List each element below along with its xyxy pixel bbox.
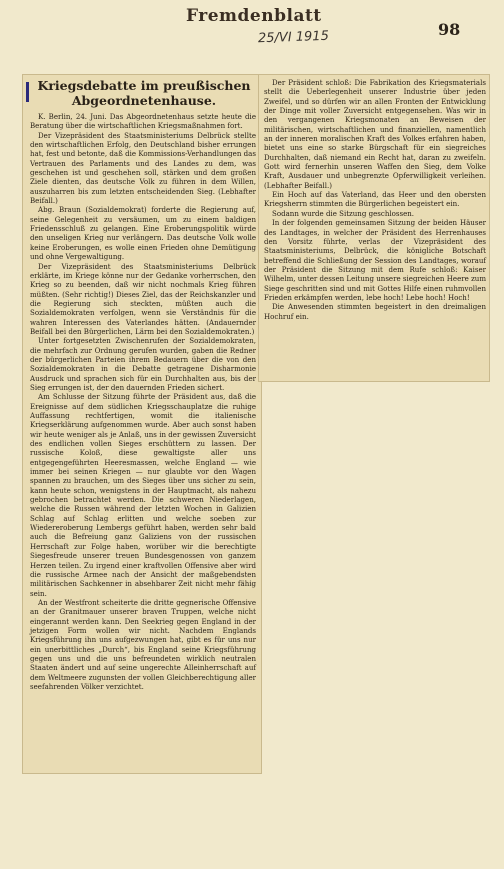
paragraph: In der folgenden gemeinsamen Sitzung der beiden Häuser des Landtages, in welcher der Präsident des Herrenhauses den Vorsitz führte, verlas der Vizepräsident des Staatsministeriums, Delbrück, die königliche Botschaft betreffend die Schließung der Session des Landtages, worauf der Präsident die Sitzung mit dem Rufe schloß: Kaiser Wilhelm, unter dessen Leitung unsere siegreichen Heere zum Siege geschritten sind und mit Gottes Hilfe einen ruhmvollen Frieden erkämpfen werden, lebe hoch! Lebe hoch! Hoch!	[264, 218, 486, 302]
page-number: 98	[438, 20, 461, 39]
paragraph: Am Schlusse der Sitzung führte der Präsident aus, daß die Ereignisse auf dem südlichen Kriegsschauplatze die ruhige Auffassung rechtfertigen, womit die italienische Kriegserklärung aufgenommen wurde. Aber auch sonst haben wir heute weniger als je Anlaß, uns in der gewissen Zuversicht des endlichen vollen Sieges erschüttern zu lassen. Der russische Koloß, diese gewaltigste aller uns entgegengeführten Heeresmassen, welche England — wie immer bei seinen Kriegen — nur glaubte vor den Wagen spannen zu brauchen, um des Sieges über uns sicher zu sein, kann heute schon, wenigstens in der Hauptmacht, als nahezu gebrochen betrachtet werden. Die schweren Niederlagen, welche die Russen während der letzten Wochen in Galizien Schlag auf Schlag erlitten und welche soeben zur Wiedereroberung Lembergs geführt haben, werden sehr bald auch die Befreiung ganz Galiziens von der russischen Herrschaft zur Folge haben, worüber wir die berechtigte Siegesfreude unserer treuen Bundesgenossen von ganzem Herzen teilen. Zu irgend einer kraftvollen Offensive aber wird die russische Armee nach der Ansicht der maßgebendsten militärischen Sachkenner in absehbarer Zeit nicht mehr fähig sein.	[30, 392, 256, 598]
article-body-left	[30, 112, 256, 691]
article-clipping-left	[22, 74, 262, 774]
paragraph: Sodann wurde die Sitzung geschlossen.	[272, 208, 415, 218]
paragraph: Der Vizepräsident des Staatsministeriums Delbrück stellte den wirtschaftlichen Erfolg, den Deutschland bisher errungen hat, fest und betonte, daß die Kommissions-Verhandlungen das Vertrauen des Parlaments und des Landes zu dem, was geschehen ist und geschehen soll, stärken und dem großen Ziele dienten, das deutsche Volk zu führen in dem Willen, auszuharren bis zum letzten entscheidenden Sieg. (Lebhafter Beifall.)	[30, 130, 256, 206]
paragraph: Unter fortgesetzten Zwischenrufen der Sozialdemokraten, die mehrfach zur Ordnung gerufen wurden, gaben die Redner der bürgerlichen Parteien ihrem Bedauern über die von den Sozialdemokraten in die Debatte getragene Disharmonie Ausdruck und sprachen sich für ein Durchhalten aus, bis der Sieg errungen ist, der den dauernden Frieden sichert.	[30, 336, 256, 392]
paragraph: Der Präsident schloß: Die Fabrikation des Kriegsmaterials stellt die Ueberlegenheit unserer Industrie über jeden Zweifel, und so dürfen wir an allen Fronten der Entwicklung der Dinge mit voller Zuversicht entgegensehen. Was wir in den vergangenen Kriegsmonaten an Beweisen der militärischen, wirtschaftlichen und finanziellen, namentlich an der inneren moralischen Kraft des Volkes erfahren haben, bietet uns eine so starke Bürgschaft für ein siegreiches Durchhalten, daß niemand ein Recht hat, daran zu zweifeln. Gott wird fernerhin unseren Waffen den Sieg, dem Volke Kraft, Ausdauer und unbegrenzte Opferwilligkeit verleihen. (Lebhafter Beifall.)	[264, 78, 486, 190]
article-headline: Kriegsdebatte im preußischen Abgeordnetenhause.	[37, 78, 251, 108]
newspaper-masthead: Fremdenblatt	[186, 6, 322, 26]
paragraph: An der Westfront scheiterte die dritte gegnerische Offensive an der Granitmauer unserer braven Truppen, welche nicht eingerannt werden kann. Den Seekrieg gegen England in der jetzigen Form wollen wir nicht. Nachdem Englands Kriegsführung ihn uns aufgezwungen hat, gibt es für uns nur ein unerbittliches „Durch“, bis England seine Kriegsführung gegen uns und die uns befreundeten wirklich neutralen Staaten ändert und auf seine ungerechte Alleinherrschaft auf dem Weltmeere zugunsten der vollen Gleichberechtigung aller seefahrenden Völker verzichtet.	[30, 597, 256, 691]
article-clipping-right	[258, 74, 490, 382]
paragraph: Die Anwesenden stimmten begeistert in den dreimaligen Hochruf ein.	[264, 302, 486, 321]
paragraph: Abg. Braun (Sozialdemokrat) forderte die Regierung auf, seine Gelegenheit zu versäumen, um zu einem baldigen Friedensschluß zu gelangen. Eine Eroberungspolitik würde den unseligen Krieg nur verlängern. Das deutsche Volk wolle keine Eroberungen, es wolle einen Frieden ohne Demütigung und ohne Vergewaltigung.	[30, 205, 256, 262]
blue-margin-mark	[26, 82, 29, 102]
paragraph: Der Vizepräsident des Staatsministeriums Delbrück erklärte, im Kriege könne nur der Gedanke vorherrschen, den Krieg so zu beenden, daß wir nicht nochmals Krieg führen müßten. (Sehr richtig!) Dieses Ziel, das der Reichskanzler und die Regierung sich steckten, müßten auch die Sozialdemokraten verfolgen, wenn sie Verständnis für die wahren Interessen des Vaterlandes hätten. (Andauernder Beifall bei den Bürgerlichen, Lärm bei den Sozialdemokraten.)	[30, 261, 256, 336]
handwritten-date: 25/VI 1915	[257, 28, 330, 47]
article-body-right	[264, 78, 486, 321]
paragraph: K. Berlin, 24. Juni. Das Abgeordnetenhaus setzte heute die Beratung über die wirtschaftlichen Kriegsmaßnahmen fort.	[30, 112, 256, 131]
paragraph: Ein Hoch auf das Vaterland, das Heer und den obersten Kriegsherrn stimmten die Bürgerlichen begeistert ein.	[264, 190, 486, 209]
